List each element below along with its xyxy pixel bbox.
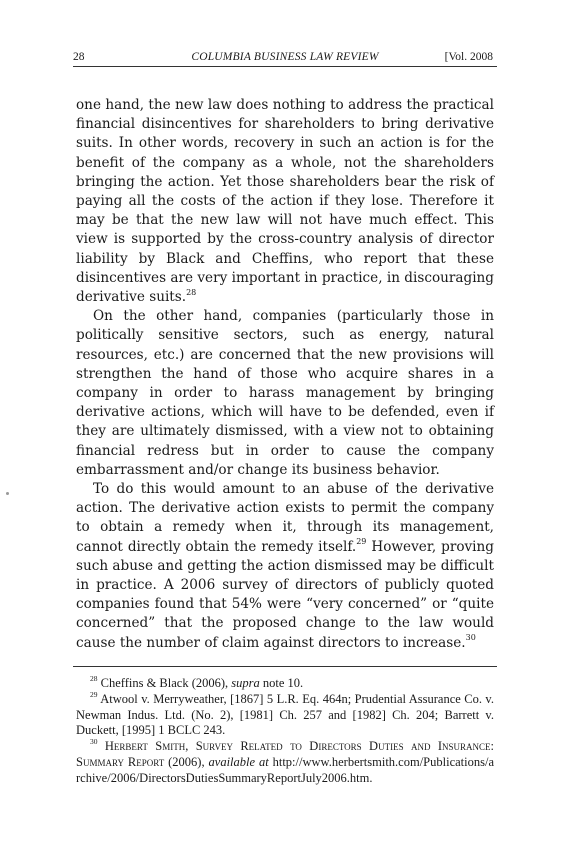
footnote-30-available: available at: [208, 754, 269, 769]
footnote-29-text: Atwool v. Merryweather, [1867] 5 L.R. Eq. 464n; Prudential Assurance Co. v. Newman Indus. Ltd. (No. 2), [1981] Ch. 257 and [1982] Ch. 204; Barrett v. Duckett, [1995] 1 BCLC 243.: [76, 691, 494, 738]
footnote-30-title: Herbert Smith, Survey Related to Directors Duties and Insurance: Summary Report: [76, 739, 494, 769]
footnote-28-note: note 10.: [259, 676, 304, 690]
footnote-28: [76, 673, 494, 692]
page-number: 28: [73, 51, 85, 63]
footnote-30-url[interactable]: http://www.herbertsmith.com/Publications/archive/2006/DirectorsDutiesSummaryReportJuly2006.htm.: [76, 754, 494, 785]
footnote-number-30: 30: [90, 737, 98, 747]
paragraph-3-text-a: To do this would amount to an abuse of the derivative action. The derivative action exists to permit the company to obtain a remedy when it, through its management, cannot directly obtain the remedy itself.: [76, 481, 494, 555]
running-header: [73, 49, 497, 71]
footnote-ref-28[interactable]: 28: [186, 287, 197, 297]
footnote-28-text: Cheffins & Black (2006),: [100, 676, 232, 690]
header-rule: [73, 66, 497, 67]
footnote-number-29: 29: [90, 689, 98, 699]
paragraph-3: [76, 480, 494, 653]
paragraph-1-text: one hand, the new law does nothing to address the practical financial disincentives for shareholders to bring derivative suits. In other words, recovery in such an action is for the benefit of the company as a whole, not the shareholders bringing the action. Yet those shareholders bear the risk of paying all the costs of the action if they lose. Therefore it may be that the new law will not have much effect. This view is supported by the cross-country analysis of director liability by Black and Cheffins, who report that these disincentives are very important in practice, in discouraging derivative suits.: [76, 97, 494, 306]
paragraph-3-text-b: However, proving such abuse and getting the action dismissed may be difficult in practice. A 2006 survey of directors of publicly quoted companies found that 54% were “very concerned” or “quite concerned” that the proposed change to the law would cause the number of claim against directors to increase.: [76, 538, 494, 651]
footnote-rule: [73, 666, 497, 667]
paragraph-1: [76, 96, 494, 307]
body-text: [76, 96, 494, 653]
paragraph-2: [76, 307, 494, 480]
margin-mark: [6, 492, 9, 495]
footnote-29: [76, 689, 494, 739]
footnote-ref-29[interactable]: 29: [356, 537, 367, 547]
journal-title: COLUMBIA BUSINESS LAW REVIEW: [191, 51, 379, 63]
paragraph-2-text: On the other hand, companies (particularly those in politically sensitive sectors, such as energy, natural resources, etc.) are concerned that the new provisions will strengthen the hand of those who acquire shares in a company in order to harass management by bringing derivative actions, which will have to be defended, even if they are ultimately dismissed, with a view not to obtaining financial redress but in order to cause the company embarrassment and/or change its business behavior.: [76, 308, 494, 478]
footnote-ref-30[interactable]: 30: [465, 633, 476, 643]
footnote-28-supra: supra: [231, 676, 260, 690]
footnote-30: [76, 739, 494, 786]
footnote-number-28: 28: [90, 673, 98, 683]
footnotes: [76, 673, 494, 787]
footnote-30-year: (2006),: [164, 754, 209, 769]
volume-label: [Vol. 2008: [444, 51, 493, 63]
